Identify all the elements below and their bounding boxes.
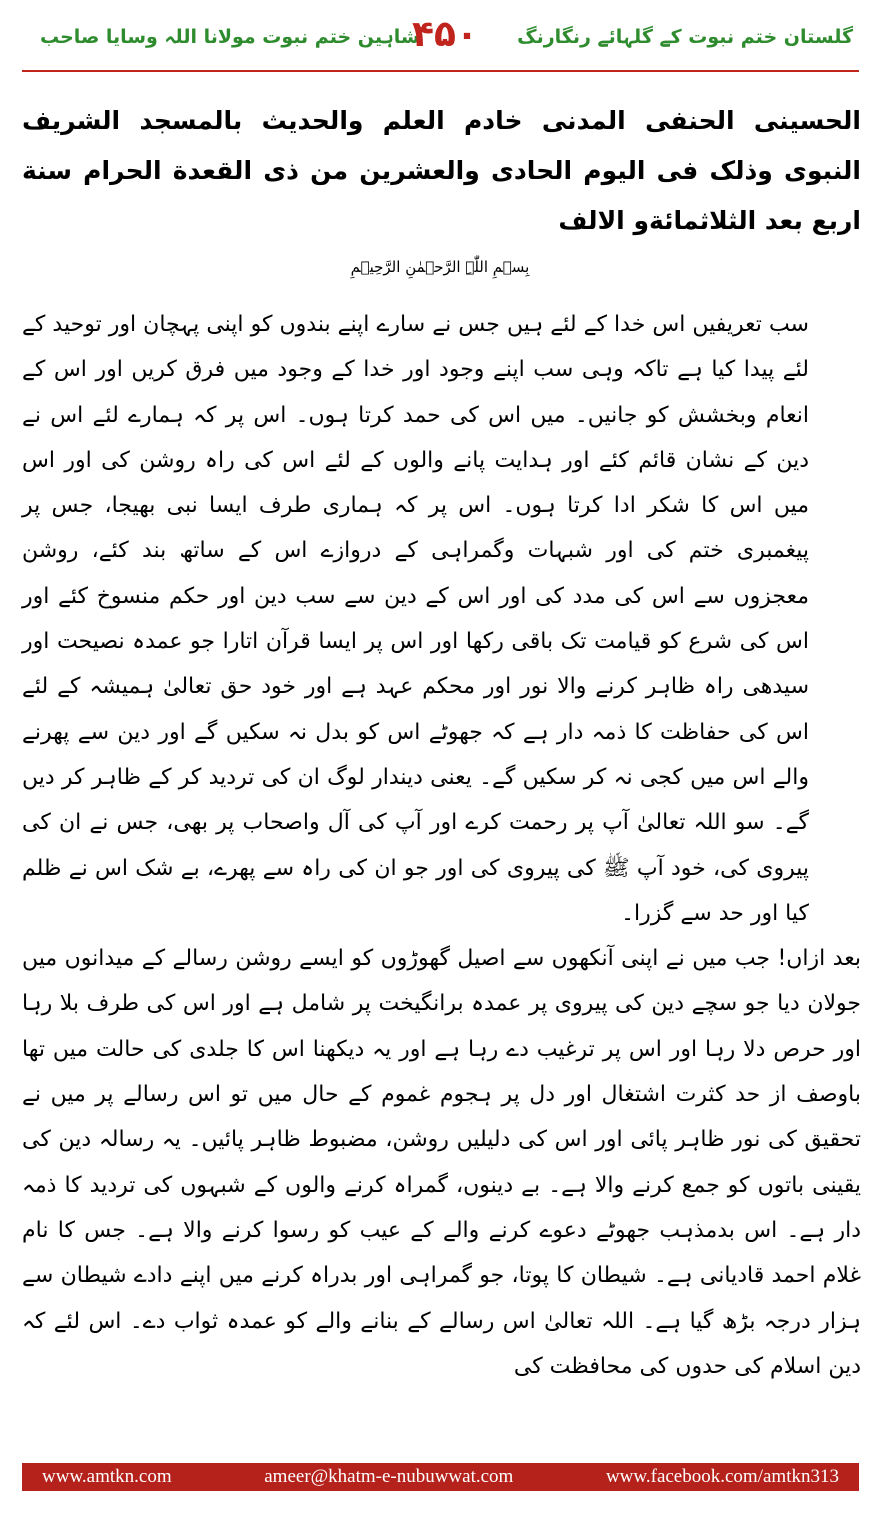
page-header xyxy=(0,0,881,84)
paragraph: بعد ازاں! جب میں نے اپنی آنکھوں سے اصیل گھوڑوں کو ایسے روشن رسالے کے میدانوں میں جولان دیا جو سچے دین کی پیروی پر عمدہ برانگیخت پر شامل ہے اور اس کی طرف بلا رہا اور حرص دلا رہا اور اس پر ترغیب دے رہا ہے اور یہ دیکھنا اس کا جلدی کی حالت میں تھا باوصف از حد کثرت اشتغال اور دل پر ہجوم غموم کے حال میں تو اس رسالے پر میں نے تحقیق کی نور ظاہر پائی اور اس کی دلیلیں روشن، مضبوط ظاہر پائیں۔ یہ رسالہ دین کی یقینی باتوں کو جمع کرنے والا ہے۔ بے دینوں، گمراہ کرنے والوں کے شبہوں کی تردید کا ذمہ دار ہے۔ اس بدمذہب جھوٹے دعوے کرنے والے کے عیب کو رسوا کرنے والا ہے۔ جس کا نام غلام احمد قادیانی ہے۔ شیطان کا پوتا، جو گمراہی اور بدراہ کرنے میں اپنے دادے شیطان سے ہزار درجہ بڑھ گیا ہے۔ اللہ تعالیٰ اس رسالے کے بنانے والے کو عمدہ ثواب دے۔ اس لئے کہ دین اسلام کی حدوں کی محافظت کی xyxy=(22,946,861,1379)
arabic-paragraph: الحسینی الحنفی المدنی خادم العلم والحدیث بالمسجد الشریف النبوی وذلک فی الیوم الحادی والعشرین من ذی القعدة الحرام سنة اربع بعد الثلاثمائةو الالف xyxy=(22,106,861,235)
page-number: ۴۵۰ xyxy=(412,14,478,55)
footer-facebook-link[interactable]: www.facebook.com/amtkn313 xyxy=(605,1466,839,1487)
footer-website-link[interactable]: www.amtkn.com xyxy=(42,1466,172,1487)
bismillah: بِسۡمِ اللّٰہِ الرَّحۡمٰنِ الرَّحِیۡمِ xyxy=(350,258,530,276)
header-book-title: گلستان ختم نبوت کے گلہائے رنگارنگ xyxy=(517,26,853,48)
footer-bar xyxy=(22,1463,859,1491)
footer-email-link[interactable]: ameer@khatm-e-nubuwwat.com xyxy=(264,1466,514,1487)
urdu-body xyxy=(22,302,861,1389)
paragraph: سب تعریفیں اس خدا کے لئے ہیں جس نے سارے اپنے بندوں کو اپنی پہچان اور توحید کے لئے پیدا کیا ہے تاکہ وہی سب اپنے وجود اور خدا کے وجود میں فرق کریں اور اس کے انعام وبخشش کو جانیں۔ میں اس کی حمد کرتا ہوں۔ اس پر کہ ہمارے لئے اس نے دین کے نشان قائم کئے اور ہدایت پانے والوں کے لئے اس کی راہ روشن کی اور اس میں اس کا شکر ادا کرتا ہوں۔ اس پر کہ ہماری طرف ایسا نبی بھیجا، جس پر پیغمبری ختم کی اور شبہات وگمراہی کے دروازے اس کے ساتھ بند کئے، روشن معجزوں سے اس کی مدد کی اور اس کے دین سے سب دین اور حکم منسوخ کئے اور اس کی شرع کو قیامت تک باقی رکھا اور اس پر ایسا قرآن اتارا جو عمدہ نصیحت اور سیدھی راہ ظاہر کرنے والا نور اور محکم عہد ہے اور خود حق تعالیٰ ہمیشہ کے لئے اس کی حفاظت کا ذمہ دار ہے کہ جھوٹے اس کو بدل نہ سکیں گے اور دین سے پھرنے والے اس میں کجی نہ کر سکیں گے۔ یعنی دیندار لوگ ان کی تردید کر کے ظاہر کر دیں گے۔ سو اللہ تعالیٰ آپ پر رحمت کرے اور آپ کی آل واصحاب پر بھی، جس نے ان کی پیروی کی، خود آپ ﷺ کی پیروی کی اور جو ان کی راہ سے پھرے، بے شک اس نے ظلم کیا اور حد سے گزرا۔ xyxy=(22,312,809,926)
arabic-block xyxy=(22,96,861,246)
header-divider xyxy=(22,70,859,72)
header-author-title: شاہین ختم نبوت مولانا اللہ وسایا صاحب xyxy=(40,26,420,48)
